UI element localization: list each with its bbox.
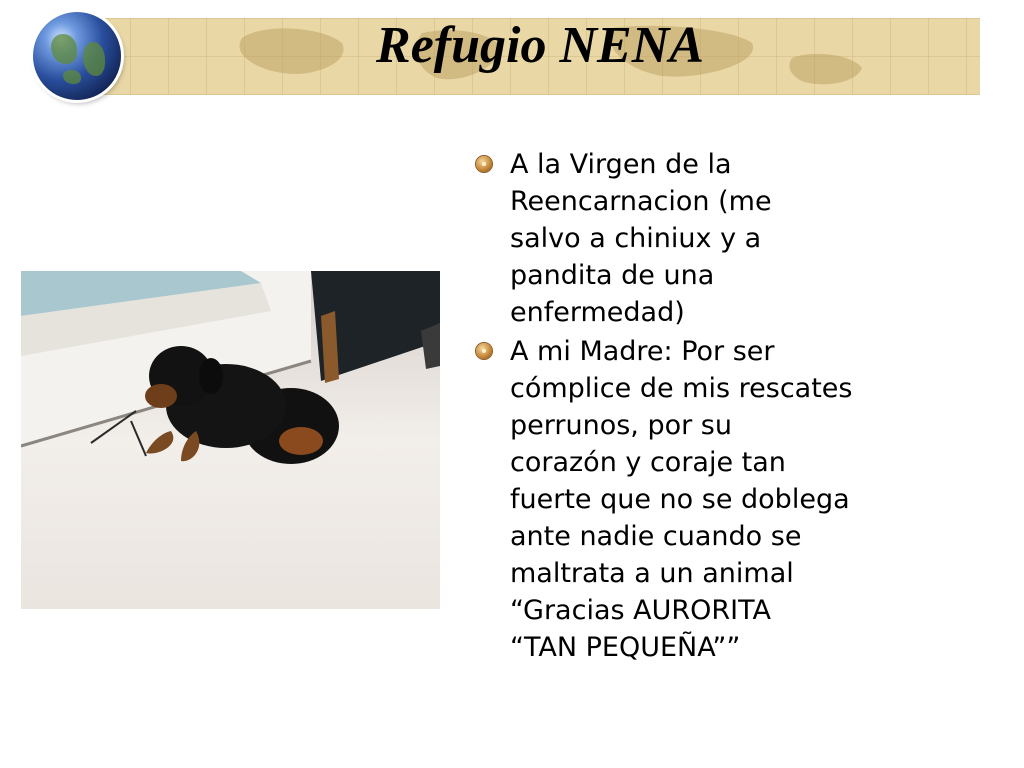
- bullet-icon: [476, 156, 492, 172]
- bullet-line: pandita de una: [510, 260, 715, 291]
- puppy-image: [21, 271, 440, 609]
- bullet-line: maltrata a un animal: [510, 558, 794, 589]
- bullet-line: fuerte que no se doblega: [510, 484, 850, 515]
- bullet-item-virgen: [476, 146, 876, 331]
- bullet-line: cómplice de mis rescates: [510, 373, 853, 404]
- globe-icon: [33, 12, 121, 100]
- bullet-line: ante nadie cuando se: [510, 521, 802, 552]
- bullet-list: [476, 146, 876, 668]
- bullet-line: corazón y coraje tan: [510, 447, 786, 478]
- bullet-line: salvo a chiniux y a: [510, 223, 762, 254]
- bullet-line: A la Virgen de la: [510, 149, 732, 180]
- dog-photo: [21, 271, 440, 609]
- bullet-line: Reencarnacion (me: [510, 186, 772, 217]
- bullet-line: A mi Madre: Por ser: [510, 336, 775, 367]
- bullet-item-madre: [476, 333, 876, 666]
- bullet-line: enfermedad): [510, 297, 685, 328]
- bullet-line: “TAN PEQUEÑA””: [510, 632, 741, 663]
- slide-title: Refugio NENA: [376, 17, 704, 74]
- bullet-line: “Gracias AURORITA: [510, 595, 771, 626]
- bullet-icon: [476, 343, 492, 359]
- bullet-line: perrunos, por su: [510, 410, 732, 441]
